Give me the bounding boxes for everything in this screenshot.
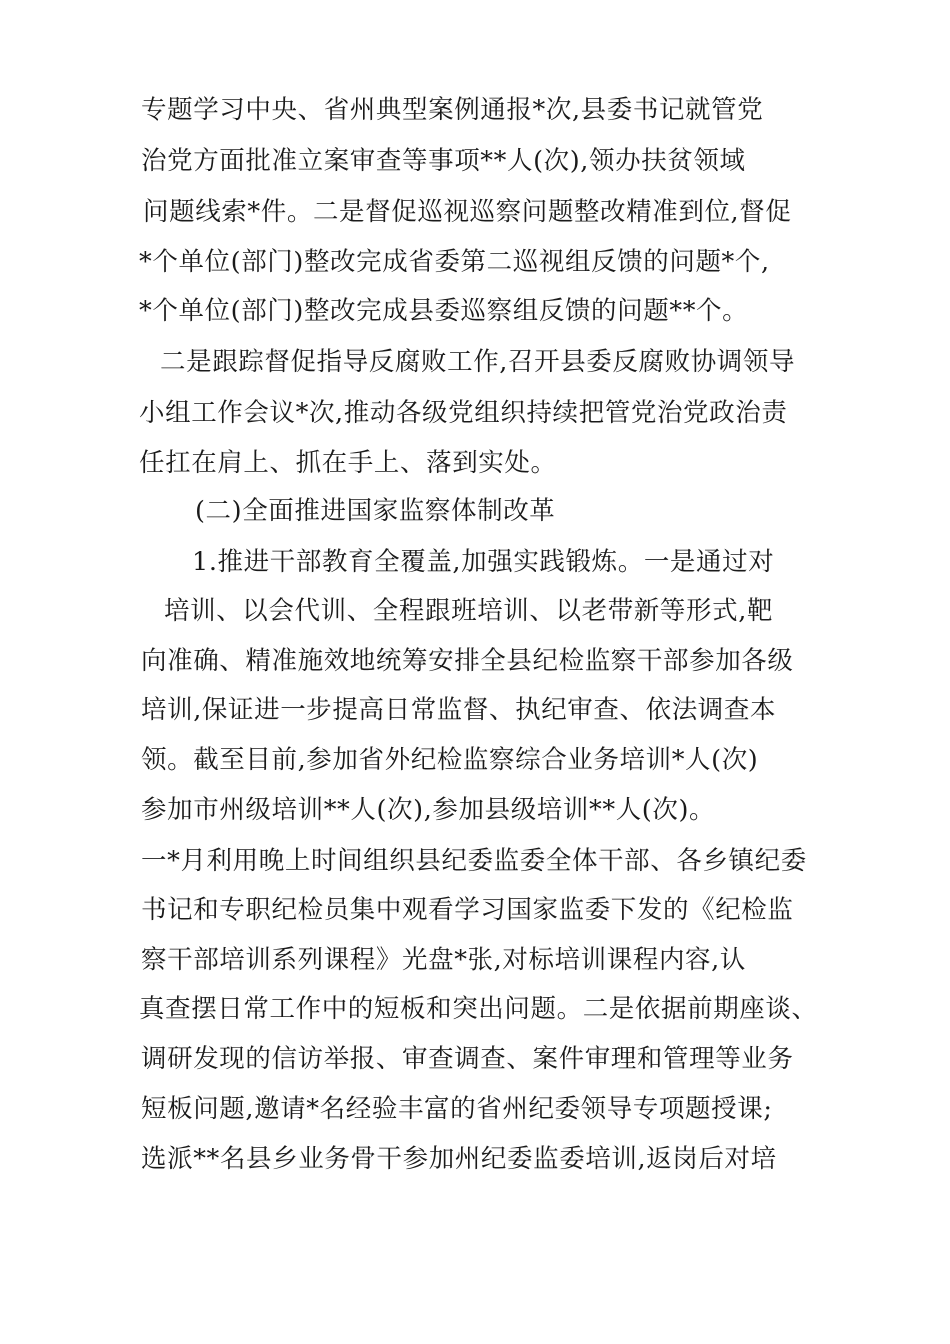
text-line-4: *个单位(部门)整改完成省委第二巡视组反馈的问题*个,	[139, 247, 770, 277]
text-line-22: 选派**名县乡业务骨干参加州纪委监委培训,返岗后对培	[141, 1144, 777, 1174]
text-line-10: 1.推进干部教育全覆盖,加强实践锻炼。一是通过对	[192, 547, 775, 577]
text-line-17: 书记和专职纪检员集中观看学习国家监委下发的《纪检监	[141, 895, 794, 925]
text-line-6: 二是跟踪督促指导反腐败工作,召开县委反腐败协调领导	[160, 347, 796, 377]
text-line-7: 小组工作会议*次,推动各级党组织持续把管党治党政治责	[139, 398, 788, 428]
text-line-14: 领。截至目前,参加省外纪检监察综合业务培训*人(次)	[141, 745, 759, 775]
text-line-2: 治党方面批准立案审查等事项**人(次),领办扶贫领域	[141, 146, 746, 176]
text-line-13: 培训,保证进一步提高日常监督、执纪审查、依法调查本	[141, 695, 777, 725]
text-line-16: 一*月利用晚上时间组织县纪委监委全体干部、各乡镇纪委	[141, 846, 807, 876]
text-line-11: 培训、以会代训、全程跟班培训、以老带新等形式,靶	[164, 596, 774, 626]
text-line-21: 短板问题,邀请*名经验丰富的省州纪委领导专项题授课;	[141, 1094, 773, 1124]
text-line-1: 专题学习中央、省州典型案例通报*次,县委书记就管党	[141, 95, 764, 125]
section-heading: (二)全面推进国家监察体制改革	[195, 496, 556, 526]
text-line-18: 察干部培训系列课程》光盘*张,对标培训课程内容,认	[141, 945, 746, 975]
text-line-15: 参加市州级培训**人(次),参加县级培训**人(次)。	[141, 795, 716, 825]
text-line-12: 向准确、精准施效地统筹安排全县纪检监察干部参加各级	[141, 646, 794, 676]
text-line-3: 问题线索*件。二是督促巡视巡察问题整改精准到位,督促	[143, 197, 792, 227]
text-line-19: 真查摆日常工作中的短板和突出问题。二是依据前期座谈、	[139, 994, 818, 1024]
text-line-8: 任扛在肩上、抓在手上、落到实处。	[139, 448, 557, 478]
text-line-20: 调研发现的信访举报、审查调查、案件审理和管理等业务	[141, 1044, 794, 1074]
text-line-5: *个单位(部门)整改完成县委巡察组反馈的问题**个。	[139, 296, 749, 326]
